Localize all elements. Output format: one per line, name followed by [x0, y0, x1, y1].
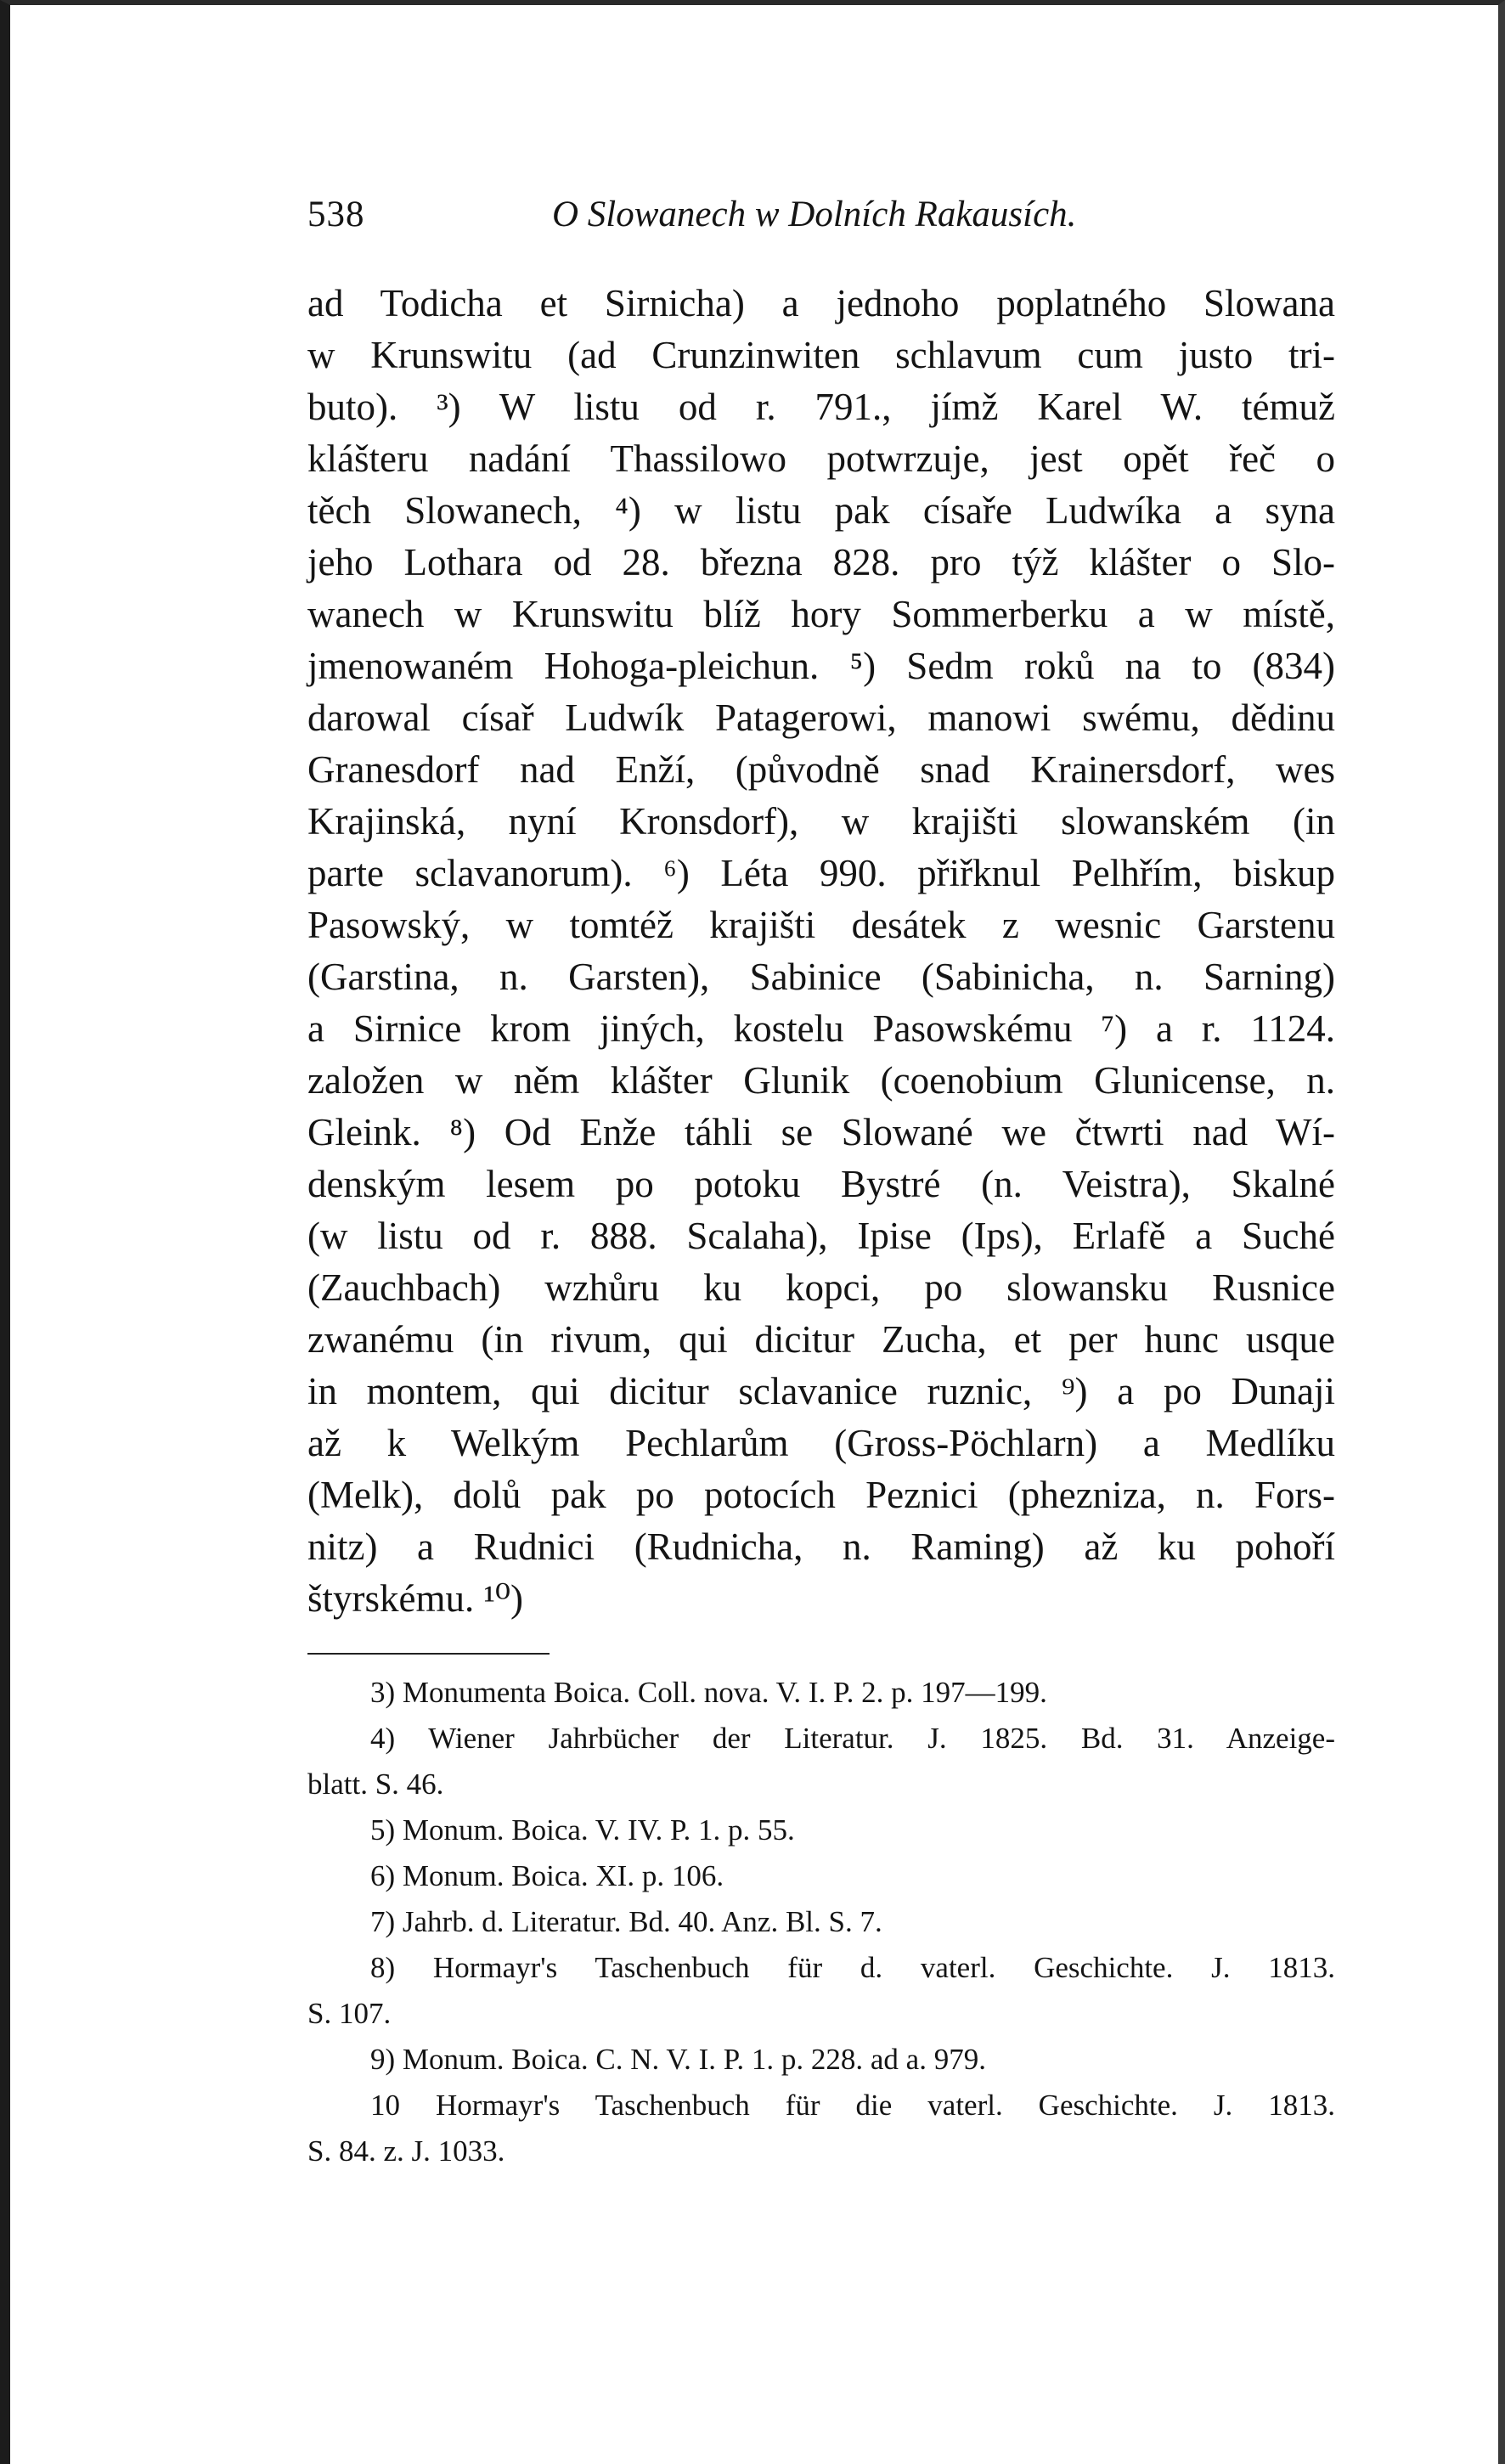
footnote-line: S. 107. — [307, 1997, 392, 2030]
body-line: založen w něm klášter Glunik (coenobium Glunicense, n. — [307, 1059, 1335, 1102]
body-line: in montem, qui dicitur sclavanice ruznic, ⁹) a po Dunaji — [307, 1370, 1335, 1412]
footnote-line: 10 Hormayr's Taschenbuch für die vaterl. Geschichte. J. 1813. — [370, 2089, 1335, 2122]
body-line: Pasowský, w tomtéž krajišti desátek z wesnic Garstenu — [307, 904, 1335, 946]
body-line: wanech w Krunswitu blíž hory Sommerberku a w místě, — [307, 593, 1335, 635]
footnote-line: 7) Jahrb. d. Literatur. Bd. 40. Anz. Bl. S. 7. — [370, 1905, 882, 1938]
footnote-line: 6) Monum. Boica. XI. p. 106. — [370, 1859, 724, 1892]
body-line: zwanému (in rivum, qui dicitur Zucha, et per hunc usque — [307, 1318, 1335, 1361]
body-line: ad Todicha et Sirnicha) a jednoho poplatného Slowana — [307, 282, 1335, 324]
body-line: Krajinská, nyní Kronsdorf), w krajišti slowanském (in — [307, 800, 1335, 843]
body-line: buto). ³) W listu od r. 791., jímž Karel W. témuž — [307, 386, 1335, 428]
body-line: w Krunswitu (ad Crunzinwiten schlavum cum justo tri- — [307, 334, 1335, 376]
footnote-line: 9) Monum. Boica. C. N. V. I. P. 1. p. 228. ad a. 979. — [370, 2043, 986, 2076]
body-line: Granesdorf nad Enží, (původně snad Krainersdorf, wes — [307, 748, 1335, 791]
body-line: (Garstina, n. Garsten), Sabinice (Sabinicha, n. Sarning) — [307, 956, 1335, 998]
footnote-line: 3) Monumenta Boica. Coll. nova. V. I. P. 2. p. 197—199. — [370, 1676, 1047, 1709]
running-title: O Slowanech w Dolních Rakausích. — [552, 195, 1077, 234]
body-line: klášteru nadání Thassilowo potwrzuje, jest opět řeč o — [307, 437, 1335, 480]
footnote-line: blatt. S. 46. — [307, 1768, 444, 1801]
footnote-line: 8) Hormayr's Taschenbuch für d. vaterl. Geschichte. J. 1813. — [370, 1951, 1335, 1984]
body-line: až k Welkým Pechlarům (Gross-Pöchlarn) a Medlíku — [307, 1422, 1335, 1464]
footnote-line: 5) Monum. Boica. V. IV. P. 1. p. 55. — [370, 1813, 795, 1847]
body-line: jeho Lothara od 28. března 828. pro týž klášter o Slo- — [307, 541, 1335, 584]
footnote-line: S. 84. z. J. 1033. — [307, 2134, 505, 2168]
body-line: nitz) a Rudnici (Rudnicha, n. Raming) až ku pohoří — [307, 1525, 1335, 1568]
body-line: (Zauchbach) wzhůru ku kopci, po slowansku Rusnice — [307, 1266, 1335, 1309]
body-line: a Sirnice krom jiných, kostelu Pasowskému ⁷) a r. 1124. — [307, 1007, 1335, 1050]
body-line: (Melk), dolů pak po potocích Peznici (phezniza, n. Fors- — [307, 1474, 1335, 1516]
body-line: těch Slowanech, ⁴) w listu pak císaře Ludwíka a syna — [307, 489, 1335, 532]
body-line: (w listu od r. 888. Scalaha), Ipise (Ips), Erlafě a Suché — [307, 1215, 1335, 1257]
body-line: denským lesem po potoku Bystré (n. Veistra), Skalné — [307, 1163, 1335, 1205]
page-number: 538 — [307, 195, 365, 234]
body-line: darowal císař Ludwík Patagerowi, manowi swému, dědinu — [307, 696, 1335, 739]
body-line: parte sclavanorum). ⁶) Léta 990. přiřknul Pelhřím, biskup — [307, 852, 1335, 894]
footnote-line: 4) Wiener Jahrbücher der Literatur. J. 1825. Bd. 31. Anzeige- — [370, 1722, 1335, 1755]
body-line: štyrskému. ¹⁰) — [307, 1577, 524, 1620]
body-line: Gleink. ⁸) Od Enže táhli se Slowané we čtwrti nad Wí- — [307, 1111, 1335, 1153]
body-line: jmenowaném Hohoga-pleichun. ⁵) Sedm roků na to (834) — [307, 645, 1335, 687]
footnote-separator — [307, 1653, 550, 1655]
